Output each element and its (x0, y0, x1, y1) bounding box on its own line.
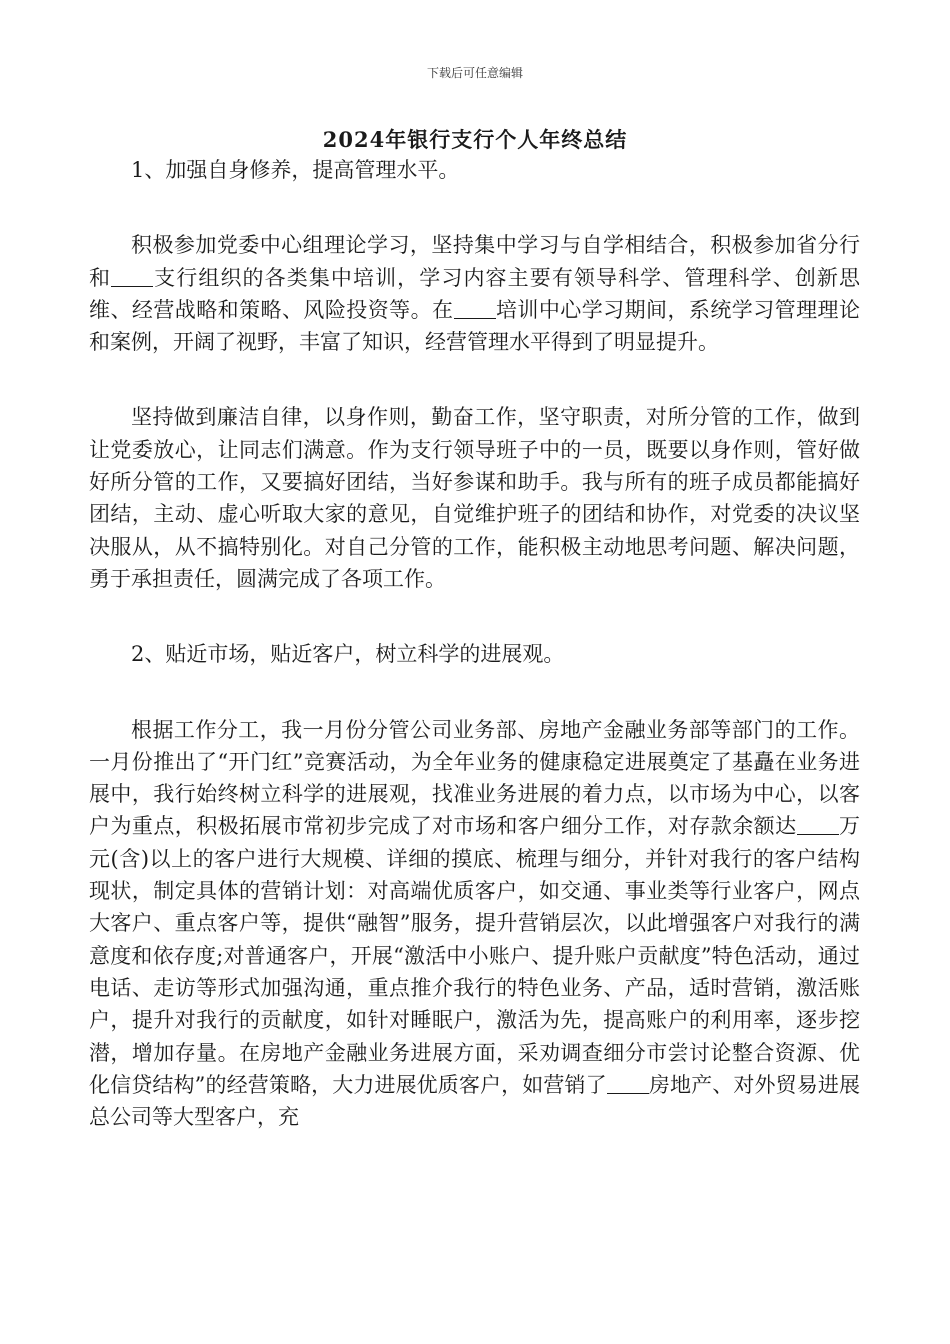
paragraph-2 (89, 401, 860, 595)
paragraph-text: 积极参加党委中心组理论学习，坚持集中学习与自学相结合，积极参加省分行和 (89, 233, 860, 290)
paragraph-1 (89, 229, 860, 358)
section-heading-1: 1、加强自身修养，提高管理水平。 (131, 158, 460, 182)
document-body (89, 154, 860, 1133)
document-title: 2024年银行支行个人年终总结 (322, 127, 628, 152)
paragraph-text: 培训中心学习期间，系统学习管理理论和案例，开阔了视野，丰富了知识，经营管理水平得到了明显提升。 (89, 297, 860, 355)
paragraph-text: 支行组织的各类集中培训，学习内容主要有领导科学、管理科学、创新思维、经营战略和策略、风险投资等。在 (89, 265, 860, 322)
fill-in-blank (607, 1072, 649, 1094)
fill-in-blank (797, 813, 839, 835)
paragraph-text: 坚持做到廉洁自律，以身作则，勤奋工作，坚守职责，对所分管的工作，做到让党委放心，让同志们满意。作为支行领导班子中的一员，既要以身作则，管好做好所分管的工作，又要搞好团结，当好参谋和助手。我与所有的班子成员都能搞好团结，主动、虚心听取大家的意见，自觉维护班子的团结和协作，对党委的决议坚决服从，从不搞特别化。对自己分管的工作，能积极主动地思考问题、解决问题，勇于承担责任，圆满完成了各项工作。 (89, 405, 860, 591)
paragraph-3 (89, 714, 860, 1134)
paragraph-text: 根据工作分工，我一月份分管公司业务部、房地产金融业务部等部门的工作。一月份推出了“开门红”竞赛活动，为全年业务的健康稳定进展奠定了基矗在业务进展中，我行始终树立科学的进展观，找准业务进展的着力点，以市场为中心，以客户为重点，积极拓展市常初步完成了对市场和客户细分工作，对存款余额达 (89, 717, 860, 839)
header-note: 下载后可任意编辑 (426, 66, 523, 80)
paragraph-text: 万元(含)以上的客户进行大规模、详细的摸底、梳理与细分，并针对我行的客户结构现状，制定具体的营销计划：对高端优质客户，如交通、事业类等行业客户，网点大客户、重点客户等，提供“融智”服务，提升营销层次，以此增强客户对我行的满意度和依存度;对普通客户，开展“激活中小账户、提升账户贡献度”特色活动，通过电话、走访等形式加强沟通，重点推介我行的特色业务、产品，适时营销，激活账户，提升对我行的贡献度，如针对睡眠户，激活为先，提高账户的利用率，逐步挖潜，增加存量。在房地产金融业务进展方面，采劝调查细分市尝讨论整合资源、优化信贷结构”的经营策略，大力进展优质客户，如营销了 (89, 814, 861, 1097)
fill-in-blank (454, 297, 496, 319)
fill-in-blank (111, 265, 153, 287)
section-heading-2: 2、贴近市场，贴近客户，树立科学的进展观。 (131, 642, 565, 667)
paragraph-text: 房地产、对外贸易进展总公司等大型客户，充 (89, 1072, 860, 1130)
